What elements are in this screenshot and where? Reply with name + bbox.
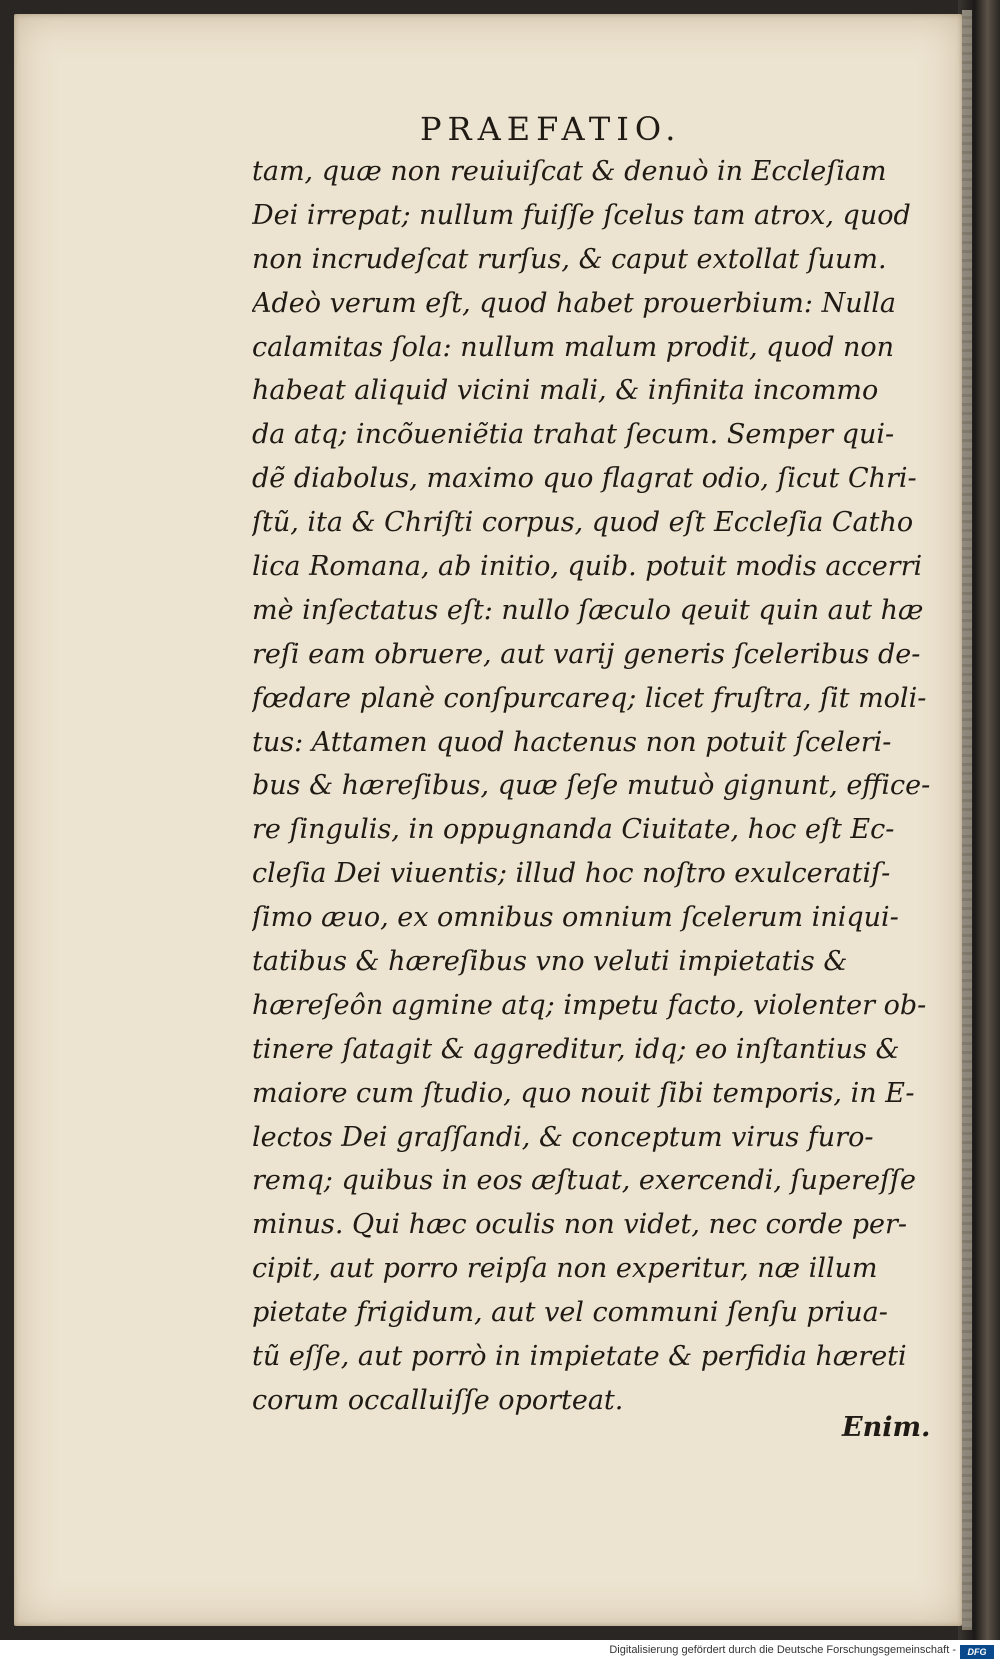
- text-line: ſimo æuo, ex omnibus omnium ſcelerum iniqui-: [252, 902, 899, 934]
- footer-credit: Digitalisierung gefördert durch die Deutsche Forschungsgemeinschaft -: [609, 1644, 956, 1656]
- text-line: habeat aliquid vicini mali, & infinita incommo: [252, 375, 879, 407]
- text-line: reſi eam obruere, aut varij generis ſceleribus de-: [252, 638, 921, 670]
- text-line: minus. Qui hæc oculis non videt, nec corde per-: [252, 1209, 908, 1241]
- text-line: Dei irrepat; nullum fuiſſe ſcelus tam atrox, quod: [252, 199, 911, 231]
- page-edge-strip: [962, 10, 972, 1630]
- body-text: [252, 150, 948, 1423]
- text-line: corum occalluiſſe oporteat.: [252, 1384, 624, 1416]
- text-line: fœdare planè conſpurcareq; licet fruſtra, ſit moli-: [252, 682, 927, 714]
- text-line: tatibus & hæreſibus vno veluti impietatis &: [252, 946, 848, 978]
- text-line: da atq; incõueniẽtia trahat ſecum. Semper qui-: [252, 419, 895, 451]
- text-line: bus & hæreſibus, quæ ſeſe mutuò gignunt, effice-: [252, 770, 931, 802]
- text-line: tũ eſſe, aut porrò in impietate & perfidia hæreti: [252, 1341, 907, 1373]
- text-line: tinere ſatagit & aggreditur, idq; eo inſtantius &: [252, 1033, 900, 1065]
- text-line: re ſingulis, in oppugnanda Ciuitate, hoc eſt Ec-: [252, 814, 895, 846]
- text-line: mè inſectatus eſt: nullo ſæculo qeuit quin aut hæ: [252, 594, 924, 626]
- text-line: ſtũ, ita & Chriſti corpus, quod eſt Eccleſia Catho: [252, 507, 914, 539]
- text-line: hæreſeôn agmine atq; impetu facto, violenter ob-: [252, 989, 927, 1021]
- running-head: PRAEFATIO.: [420, 110, 682, 148]
- footer-bar: [0, 1642, 1000, 1663]
- text-line: lectos Dei graſſandi, & conceptum virus furo-: [252, 1121, 874, 1153]
- text-line: dẽ diabolus, maximo quo flagrat odio, ſicut Chri-: [252, 463, 917, 495]
- text-line: tam, quæ non reuiuiſcat & denuò in Eccleſiam: [252, 156, 887, 187]
- text-line: tus: Attamen quod hactenus non potuit ſceleri-: [252, 726, 892, 758]
- text-line: lica Romana, ab initio, quib. potuit modis accerri: [252, 551, 923, 583]
- text-line: pietate frigidum, aut vel communi ſenſu priua-: [252, 1297, 888, 1329]
- text-line: calamitas ſola: nullum malum prodit, quod non: [252, 331, 894, 363]
- text-line: non incrudeſcat rurſus, & caput extollat ſuum.: [252, 243, 887, 275]
- text-line: maiore cum ſtudio, quo nouit ſibi temporis, in E-: [252, 1077, 915, 1109]
- text-line: remq; quibus in eos æſtuat, exercendi, ſupereſſe: [252, 1165, 917, 1197]
- dfg-logo-icon: DFG: [960, 1645, 994, 1659]
- catchword: Enim.: [842, 1412, 931, 1443]
- text-line: cleſia Dei viuentis; illud hoc noſtro exulceratiſ-: [252, 858, 891, 890]
- text-line: Adeò verum eſt, quod habet prouerbium: Nulla: [252, 287, 896, 319]
- text-line: cipit, aut porro reipſa non experitur, næ illum: [252, 1253, 878, 1285]
